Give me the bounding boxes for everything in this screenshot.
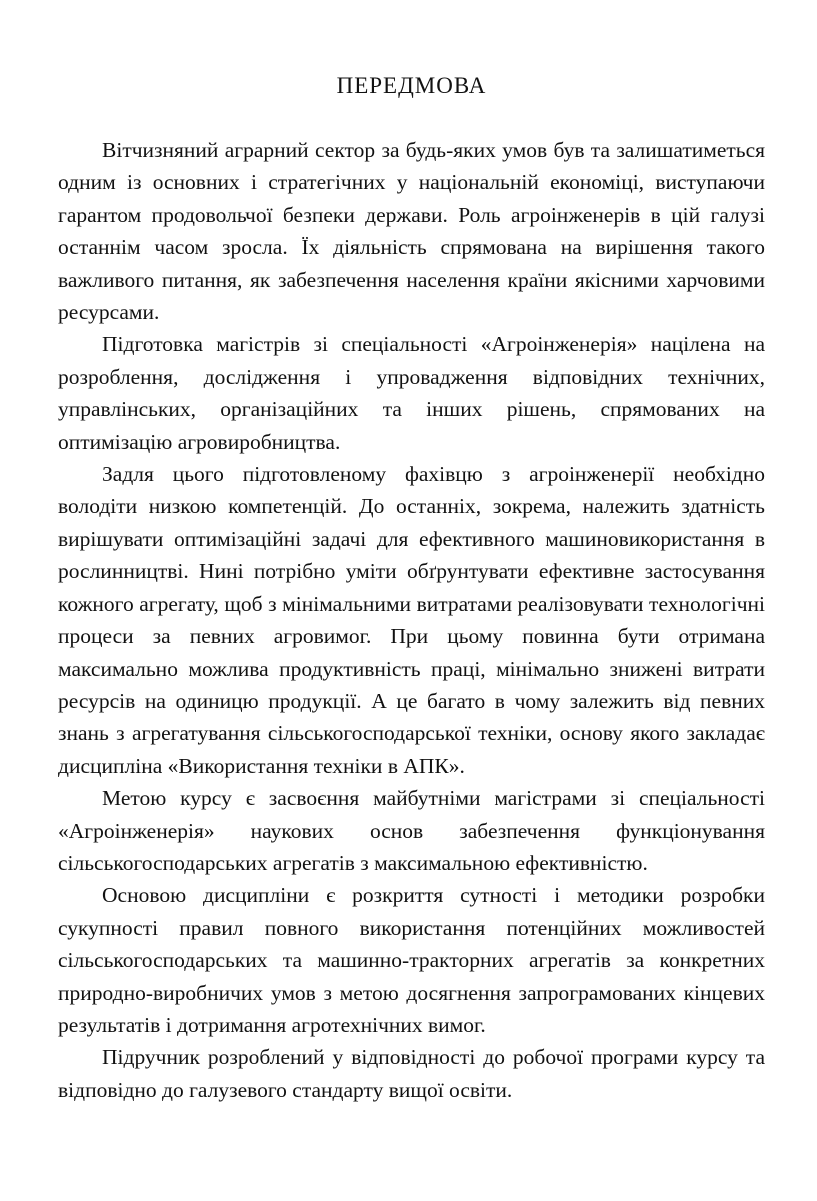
paragraph-1: Вітчизняний аграрний сектор за будь-яких умов був та залишатиметься одним із основних і стратегічних у національній економіці, виступаючи гарантом продовольчої безпеки держави. Роль агроінженерів в цій галузі останнім часом зросла. Їх діяльність спрямована на вирішення такого важливого питання, як забезпечення населення країни якісними харчовими ресурсами. <box>58 138 765 325</box>
paragraph-6: Підручник розроблений у відповідності до робочої програми курсу та відповідно до галузевого стандарту вищої освіти. <box>58 1045 765 1102</box>
paragraph-3: Задля цього підготовленому фахівцю з агроінженерії необхідно володіти низкою компетенцій. До останніх, зокрема, належить здатність вирішувати оптимізаційні задачі для ефективного машиновикористання в рослинництві. Нині потрібно уміти обґрунтувати ефективне застосування кожного агрегату, щоб з мінімальними витратами реалізовувати технологічні процеси за певних агровимог. При цьому повинна бути отримана максимально можлива продуктивність праці, мінімально знижені витрати ресурсів на одиницю продукції. А це багато в чому залежить від певних знань з агрегатування сільськогосподарської техніки, основу якого закладає дисципліна «Використання техніки в АПК». <box>58 462 765 778</box>
paragraph-5: Основою дисципліни є розкриття сутності і методики розробки сукупності правил повного використання потенційних можливостей сільськогосподарських та машинно-тракторних агрегатів за конкретних природно-виробничих умов з метою досягнення запрограмованих кінцевих результатів і дотримання агротехнічних вимог. <box>58 883 765 1037</box>
page-title: ПЕРЕДМОВА <box>336 73 487 98</box>
paragraph-4: Метою курсу є засвоєння майбутніми магістрами зі спеціальності «Агроінженерія» наукових основ забезпечення функціонування сільськогосподарських агрегатів з максимальною ефективністю. <box>58 786 765 875</box>
paragraph-2: Підготовка магістрів зі спеціальності «Агроінженерія» націлена на розроблення, дослідження і упровадження відповідних технічних, управлінських, організаційних та інших рішень, спрямованих на оптимізацію агровиробництва. <box>58 332 765 454</box>
